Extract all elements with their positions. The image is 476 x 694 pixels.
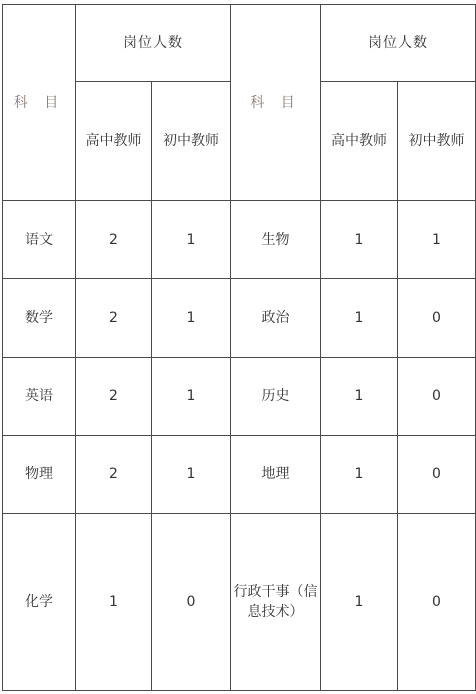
right-subject-cell: 生物: [231, 201, 321, 279]
right-senior-count-cell: 1: [321, 357, 398, 435]
left-subject-cell: 语文: [3, 201, 76, 279]
right-senior-teacher-header: 高中教师: [321, 82, 398, 201]
left-subject-cell: 物理: [3, 435, 76, 513]
left-senior-teacher-header: 高中教师: [76, 82, 152, 201]
right-senior-count-cell: 1: [321, 435, 398, 513]
left-subject-cell: 化学: [3, 513, 76, 690]
right-subject-cell: 地理: [231, 435, 321, 513]
right-junior-count-cell: 0: [398, 357, 476, 435]
right-senior-count-cell: 1: [321, 279, 398, 357]
left-senior-count-cell: 2: [76, 279, 152, 357]
right-senior-count-cell: 1: [321, 201, 398, 279]
table-row: [3, 279, 476, 357]
right-subject-cell: 行政干事（信息技术）: [231, 513, 321, 690]
left-subject-cell: 数学: [3, 279, 76, 357]
left-senior-count-cell: 2: [76, 201, 152, 279]
left-junior-count-cell: 1: [152, 357, 231, 435]
right-subject-header: 科 目: [231, 5, 321, 201]
left-junior-count-cell: 1: [152, 279, 231, 357]
left-subject-cell: 英语: [3, 357, 76, 435]
left-junior-count-cell: 1: [152, 435, 231, 513]
left-senior-count-cell: 2: [76, 435, 152, 513]
left-subject-header: 科 目: [3, 5, 76, 201]
left-junior-teacher-header: 初中教师: [152, 82, 231, 201]
right-junior-count-cell: 0: [398, 513, 476, 690]
right-junior-count-cell: 0: [398, 435, 476, 513]
right-senior-count-cell: 1: [321, 513, 398, 690]
header-row-top: [3, 5, 476, 82]
right-junior-count-cell: 1: [398, 201, 476, 279]
left-senior-count-cell: 2: [76, 357, 152, 435]
right-positions-header: 岗位人数: [321, 5, 476, 82]
right-subject-cell: 历史: [231, 357, 321, 435]
left-junior-count-cell: 0: [152, 513, 231, 690]
table-row: [3, 201, 476, 279]
staffing-quota-table: [2, 4, 476, 691]
left-junior-count-cell: 1: [152, 201, 231, 279]
table-row: [3, 513, 476, 690]
right-junior-teacher-header: 初中教师: [398, 82, 476, 201]
left-positions-header: 岗位人数: [76, 5, 231, 82]
left-senior-count-cell: 1: [76, 513, 152, 690]
right-junior-count-cell: 0: [398, 279, 476, 357]
table-row: [3, 357, 476, 435]
table-row: [3, 435, 476, 513]
right-subject-cell: 政治: [231, 279, 321, 357]
